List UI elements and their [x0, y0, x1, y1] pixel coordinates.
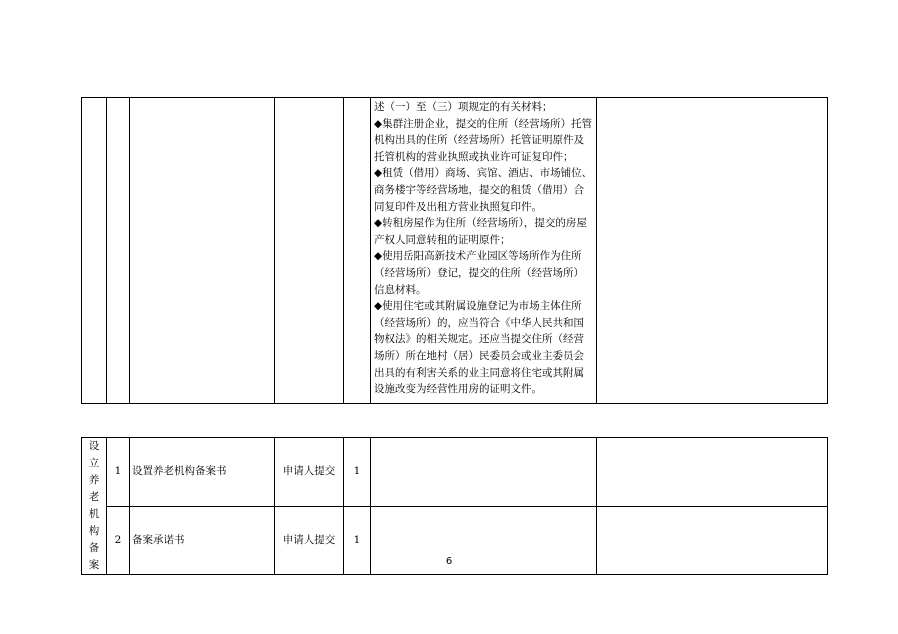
category-cell [82, 98, 107, 404]
requirement-paragraph: 述（一）至（三）项规定的有关材料； [374, 101, 553, 113]
table-row [82, 438, 828, 507]
material-count: 1 [344, 438, 371, 507]
material-name-cell [130, 98, 275, 404]
requirement-paragraph: ◆使用岳阳高新技术产业园区等场所作为住所（经营场所）登记，提交的住所（经营场所）信息材料。 [374, 250, 584, 296]
material-source: 申请人提交 [275, 506, 344, 575]
page-number: 6 [445, 556, 453, 567]
materials-table-continued [81, 97, 828, 404]
row-number: 1 [107, 438, 130, 507]
requirement-paragraph: ◆集群注册企业，提交的住所（经营场所）托管机构出具的住所（经营场所）托管证明原件及托管机构的营业执照或执业许可证复印件； [374, 117, 593, 163]
material-name: 备案承诺书 [130, 506, 275, 575]
notes-cell [597, 98, 828, 404]
requirement-paragraph: ◆租赁（借用）商场、宾馆、酒店、市场铺位、商务楼宇等经营场地，提交的租赁（借用）合同复印件及出租方营业执照复印件。 [374, 167, 593, 213]
source-cell [275, 98, 344, 404]
material-count: 1 [344, 506, 371, 575]
notes-cell [597, 438, 828, 507]
requirement-paragraph: ◆转租房屋作为住所（经营场所），提交的房屋产权人同意转租的证明原件； [374, 217, 587, 246]
requirement-paragraph: ◆使用住宅或其附属设施登记为市场主体住所（经营场所）的，应当符合《中华人民共和国物权法》的相关规定。还应当提交住所（经营场所）所在地村（居）民委员会或业主委员会出具的有利害关系的业主同意将住宅或其附属设施改变为经营性用房的证明文件。 [374, 300, 584, 396]
row-number: 2 [107, 506, 130, 575]
number-cell [107, 98, 130, 404]
elderly-care-filing-table [81, 437, 828, 575]
material-name: 设置养老机构备案书 [130, 438, 275, 507]
count-cell [344, 98, 371, 404]
material-requirements-cell [371, 98, 597, 404]
category-cell: 设立养老机构备案 [82, 438, 107, 575]
material-source: 申请人提交 [275, 438, 344, 507]
requirement-cell [371, 438, 597, 507]
